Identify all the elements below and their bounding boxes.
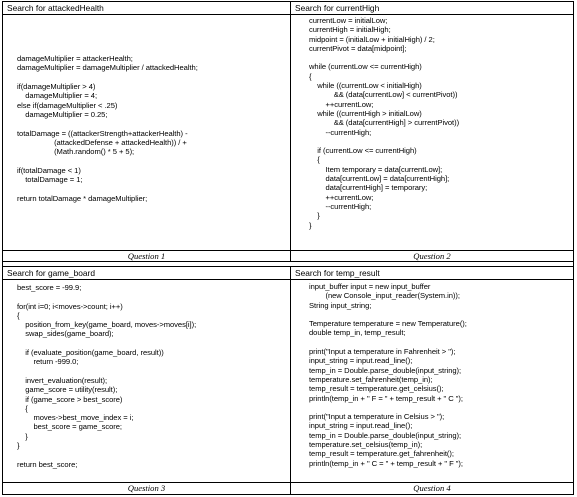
code-line [17,367,290,376]
code-line: temperature.set_celsius(temp_in); [309,440,423,450]
code-line: { [309,71,312,81]
code-line [17,292,290,301]
code-line [17,73,290,82]
code-line [17,156,290,165]
code-line: (new Console_input_reader(System.in)); [309,291,460,301]
panel-question-2 [291,2,573,262]
code-line: midpoint = (initialLow + initialHigh) / 2; [309,34,435,44]
code-line: swap_sides(game_board); [17,329,114,339]
code-line: game_score = utility(result); [17,385,118,395]
code-line: && (data[currentHigh] > currentPivot)) [309,118,460,128]
code-line: String input_string; [309,300,372,310]
code-line: best_score = -99.9; [17,283,82,292]
code-line: if(damageMultiplier > 4) [17,82,96,92]
code-line: { [309,155,320,165]
code-block [291,16,573,230]
code-line: --currentHigh; [309,127,372,137]
code-line [17,36,290,45]
panel-caption: Question 2 [291,250,573,262]
code-comparison-figure [2,1,574,495]
code-line: totalDamage = ((attackerStrength+attackerHealth) - [17,128,188,138]
panel-header: Search for attackedHealth [3,2,290,15]
code-line: if(totalDamage < 1) [17,165,81,175]
code-line: } [309,220,312,230]
code-line [17,184,290,193]
code-line: moves->best_move_index = i; [17,413,134,423]
code-line: totalDamage = 1; [17,175,83,185]
code-line [17,26,290,35]
code-line: return totalDamage * damageMultiplier; [17,193,148,203]
code-line: input_string = input.read_line(); [309,356,413,366]
code-line: { [17,310,20,320]
panel-header: Search for game_board [3,267,290,280]
code-line: if (currentLow <= currentHigh) [309,146,417,156]
code-line [309,310,573,319]
code-line: while (currentLow <= currentHigh) [309,62,422,72]
code-block [3,17,290,203]
row-divider-bottom [3,266,573,267]
code-line: data[currentHigh] = temporary; [309,183,428,193]
code-line: temp_in = Double.parse_double(input_string); [309,430,462,440]
code-line [309,403,573,412]
code-line: print("Input a temperature in Celsius > "); [309,412,445,422]
code-line [309,137,573,146]
code-line: temperature.set_fahrenheit(temp_in); [309,374,433,384]
code-line: currentLow = initialLow; [309,16,388,25]
code-line: temp_result = temperature.get_fahrenheit(); [309,449,454,459]
code-line [17,45,290,54]
code-line: && (data[currentLow] < currentPivot)) [309,90,458,100]
code-line [17,119,290,128]
code-line: ++currentLow; [309,192,374,202]
code-block [3,283,290,469]
code-line: { [17,403,28,413]
code-line: println(temp_in + " C = " + temp_result + " F "); [309,458,463,468]
code-line: position_from_key(game_board, moves->moves[i]); [17,320,197,330]
code-line [17,339,290,348]
code-line: damageMultiplier = 0.25; [17,109,108,119]
code-line: Temperature temperature = new Temperature(); [309,319,467,329]
code-line: data[currentLow] = data[currentHigh]; [309,174,450,184]
code-line: ++currentLow; [309,99,374,109]
code-line: while ((currentHigh > initialLow) [309,108,422,118]
code-line: input_buffer input = new input_buffer [309,282,431,291]
code-line: currentHigh = initialHigh; [309,25,391,35]
code-line: print("Input a temperature in Fahrenheit > "); [309,347,456,357]
code-line: if (evaluate_position(game_board, result)) [17,348,164,358]
panel-question-4 [291,267,573,495]
code-line: currentPivot = data[midpoint]; [309,43,407,53]
panel-caption: Question 4 [291,482,573,494]
code-line: println(temp_in + " F = " + temp_result + " C "); [309,393,463,403]
code-block [291,282,573,468]
panel-header: Search for currentHigh [291,2,573,15]
column-divider [290,2,291,494]
panel-question-3 [3,267,290,495]
code-line: Item temporary = data[currentLow]; [309,164,443,174]
code-line: damageMultiplier = damageMultiplier / attackedHealth; [17,63,198,73]
panel-header: Search for temp_result [291,267,573,280]
code-line: for(int i=0; i<moves->count; i++) [17,301,123,311]
panel-caption: Question 3 [3,482,290,494]
code-line: } [17,441,20,451]
row-gap [3,262,573,266]
code-line: temp_result = temperature.get_celsius(); [309,384,444,394]
code-line: return -999.0; [17,357,79,367]
code-line: damageMultiplier = 4; [17,91,98,101]
code-line [17,450,290,459]
code-line: --currentHigh; [309,201,372,211]
code-line [309,338,573,347]
code-line [309,53,573,62]
code-line: else if(damageMultiplier < .25) [17,100,118,110]
code-line: input_string = input.read_line(); [309,421,413,431]
code-line: (Math.random() * 5 + 5); [17,147,135,157]
code-line: return best_score; [17,459,78,469]
code-line: damageMultiplier = attackerHealth; [17,54,133,64]
code-line: while ((currentLow < initialHigh) [309,81,422,91]
code-line [17,17,290,26]
code-line: best_score = game_score; [17,422,122,432]
code-line: invert_evaluation(result); [17,375,108,385]
panel-caption: Question 1 [3,250,290,262]
code-line: double temp_in, temp_result; [309,328,406,338]
code-line: (attackedDefense + attackedHealth)) / + [17,137,187,147]
panel-question-1 [3,2,290,262]
code-line: temp_in = Double.parse_double(input_string); [309,365,462,375]
code-line: if (game_score > best_score) [17,394,123,404]
code-line: } [309,211,320,221]
code-line: } [17,431,28,441]
